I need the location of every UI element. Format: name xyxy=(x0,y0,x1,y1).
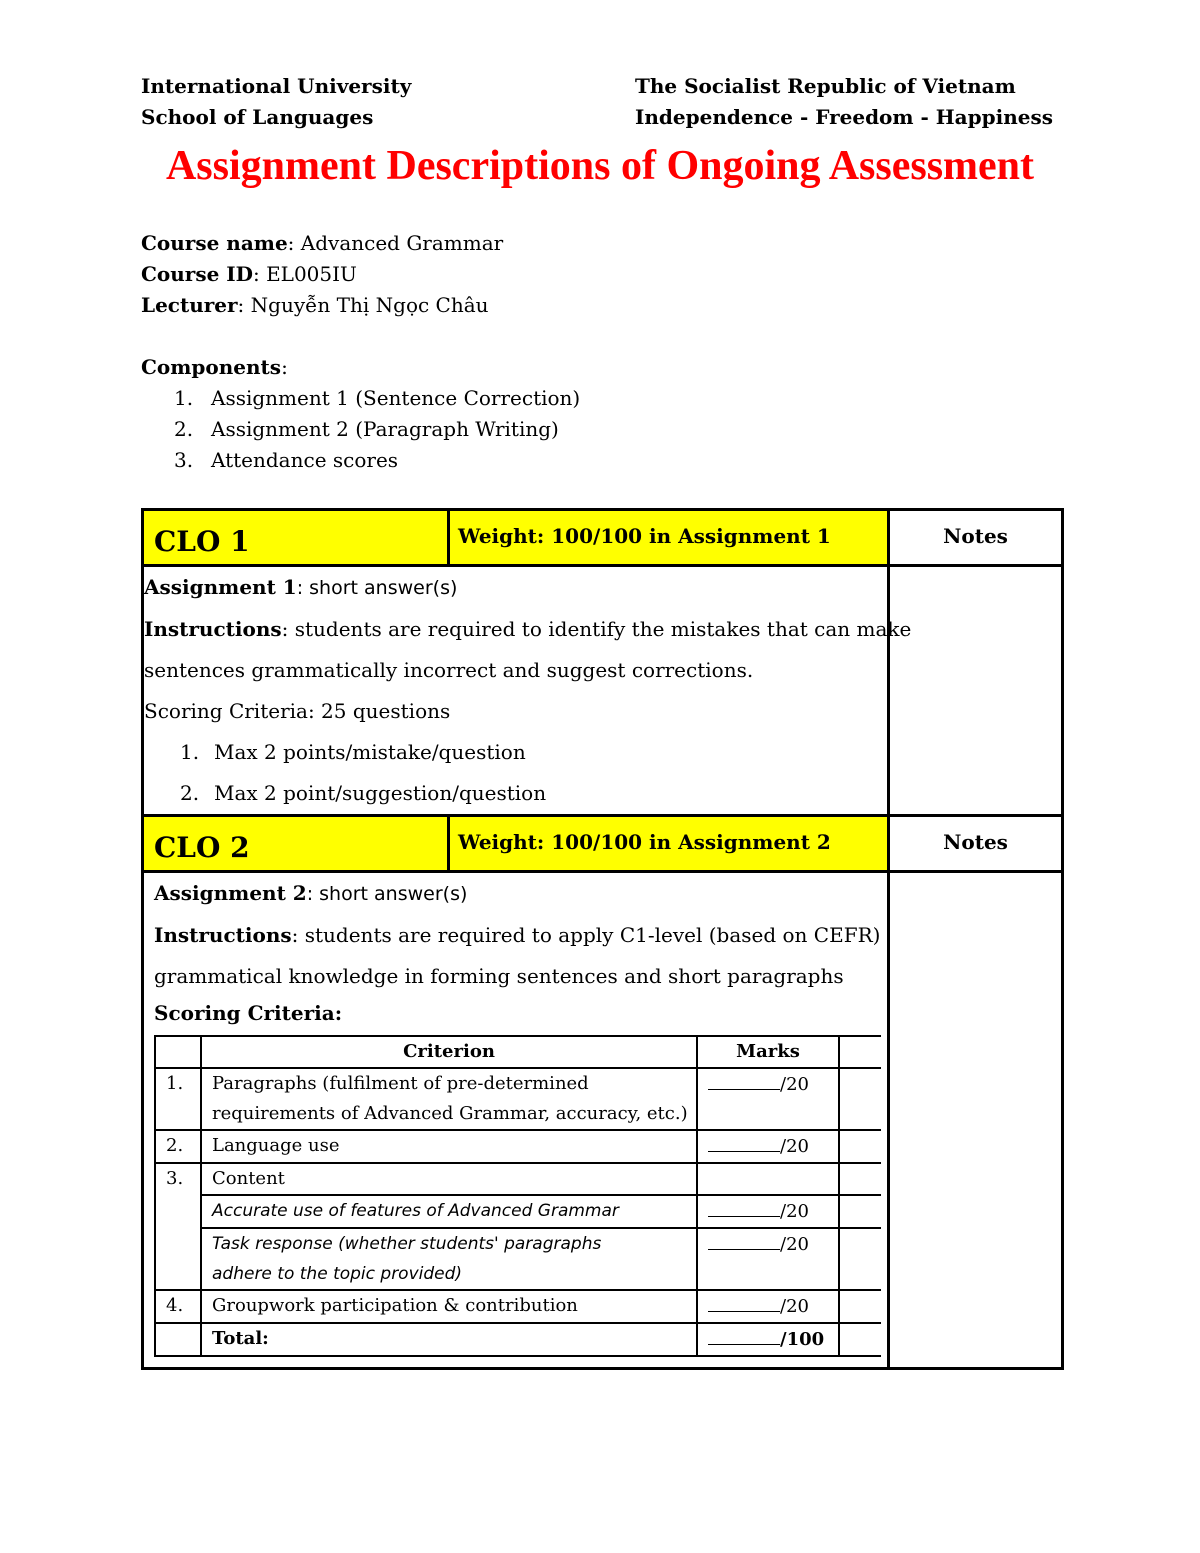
course-id-label: Course ID xyxy=(141,262,253,286)
marks-cell xyxy=(697,1068,839,1130)
table-cell xyxy=(155,1036,201,1068)
marks-cell xyxy=(697,1290,839,1323)
clo1-instructions-line1: : students are required to identify the mistakes that can make xyxy=(281,617,912,641)
table-cell xyxy=(839,1163,881,1195)
mark-value: /20 xyxy=(780,1234,809,1255)
clo1-body-row xyxy=(143,566,1063,816)
table-row xyxy=(155,1195,881,1228)
list-item xyxy=(144,732,887,773)
clo2-weight-cell xyxy=(449,816,889,872)
mark-blank xyxy=(708,1196,780,1217)
clo2-instructions-label: Instructions xyxy=(154,923,292,947)
list-number: 1. xyxy=(180,740,200,764)
table-row xyxy=(155,1323,881,1356)
mark-blank xyxy=(708,1229,780,1250)
table-cell xyxy=(839,1228,881,1290)
clo2-notes-cell xyxy=(889,816,1063,872)
criterion-cell: Content xyxy=(201,1163,697,1195)
country-name: The Socialist Republic of Vietnam xyxy=(635,74,1016,98)
header-right xyxy=(635,71,1053,133)
table-row xyxy=(155,1290,881,1323)
clo1-description xyxy=(143,566,912,816)
school-name: School of Languages xyxy=(141,105,374,129)
clo2-scoring-label: Scoring Criteria: xyxy=(154,1001,343,1025)
table-cell xyxy=(839,1290,881,1323)
components-colon: : xyxy=(281,355,288,379)
components-list xyxy=(174,383,580,476)
table-cell xyxy=(839,1130,881,1163)
table-cell xyxy=(839,1036,881,1068)
lecturer-value: : Nguyễn Thị Ngọc Châu xyxy=(237,293,489,317)
list-text: Assignment 2 (Paragraph Writing) xyxy=(211,417,559,441)
mark-value: /20 xyxy=(780,1201,809,1222)
clo2-header-row xyxy=(143,816,1063,872)
clo2-description xyxy=(143,872,889,1369)
marks-cell xyxy=(697,1163,839,1195)
clo2-notes-header: Notes xyxy=(943,830,1008,854)
table-row xyxy=(155,1228,881,1290)
table-cell xyxy=(155,1323,201,1356)
clo1-header-row xyxy=(143,510,1063,566)
criterion-cell: Groupwork participation & contribution xyxy=(201,1290,697,1323)
lecturer-label: Lecturer xyxy=(141,293,238,317)
list-text: Max 2 points/mistake/question xyxy=(214,740,526,764)
mark-value: /20 xyxy=(780,1136,809,1157)
marks-cell xyxy=(697,1195,839,1228)
criterion-cell xyxy=(201,1068,697,1130)
course-id-value: : EL005IU xyxy=(252,262,357,286)
row-number: 3. xyxy=(155,1163,201,1290)
row-number: 4. xyxy=(155,1290,201,1323)
clo1-title-cell xyxy=(143,510,449,566)
table-row xyxy=(155,1036,881,1068)
table-cell xyxy=(839,1195,881,1228)
mark-blank xyxy=(708,1069,780,1090)
scoring-table xyxy=(154,1035,881,1357)
criterion-line: requirements of Advanced Grammar, accuracy, etc.) xyxy=(212,1103,688,1124)
clo2-notes-body xyxy=(889,872,1063,1369)
clo1-assignment-label: Assignment 1 xyxy=(144,575,297,599)
clo1-instructions-label: Instructions xyxy=(144,617,282,641)
table-row xyxy=(155,1068,881,1130)
course-name-label: Course name xyxy=(141,231,288,255)
criterion-cell: Language use xyxy=(201,1130,697,1163)
clo1-scoring: Scoring Criteria: 25 questions xyxy=(144,699,451,723)
mark-value: /20 xyxy=(780,1296,809,1317)
criterion-cell xyxy=(201,1228,697,1290)
criterion-line: Paragraphs (fulfilment of pre-determined xyxy=(212,1073,589,1094)
clo2-instructions-line1: : students are required to apply C1-level (based on CEFR) xyxy=(291,923,881,947)
row-number: 2. xyxy=(155,1130,201,1163)
list-item xyxy=(174,445,580,476)
marks-header: Marks xyxy=(697,1036,839,1068)
clo2-assignment-value: : short answer(s) xyxy=(306,883,468,905)
total-cell xyxy=(697,1323,839,1356)
clo1-notes-header: Notes xyxy=(943,524,1008,548)
list-number: 2. xyxy=(174,417,194,441)
components-label: Components xyxy=(141,355,282,379)
marks-cell xyxy=(697,1228,839,1290)
list-text: Attendance scores xyxy=(211,448,399,472)
clo1-instructions-line2: sentences grammatically incorrect and suggest corrections. xyxy=(144,658,754,682)
components-heading xyxy=(141,352,288,383)
marks-cell xyxy=(697,1130,839,1163)
list-number: 3. xyxy=(174,448,194,472)
mark-blank xyxy=(708,1291,780,1312)
course-info xyxy=(141,228,503,321)
list-number: 2. xyxy=(180,781,200,805)
criterion-header: Criterion xyxy=(201,1036,697,1068)
table-row xyxy=(155,1130,881,1163)
university-name: International University xyxy=(141,74,412,98)
clo2-title: CLO 2 xyxy=(154,831,250,864)
criterion-line: Task response (whether students' paragraphs xyxy=(212,1234,602,1254)
clo2-instructions-line2: grammatical knowledge in forming sentences and short paragraphs xyxy=(154,964,844,988)
clo2-title-cell xyxy=(143,816,449,872)
list-item xyxy=(174,414,580,445)
clo2-assignment-label: Assignment 2 xyxy=(154,881,307,905)
table-row xyxy=(155,1163,881,1195)
row-number: 1. xyxy=(155,1068,201,1130)
clo1-weight-cell xyxy=(449,510,889,566)
clo2-body-row xyxy=(143,872,1063,1369)
mark-value: /20 xyxy=(780,1074,809,1095)
clo1-assignment-value: : short answer(s) xyxy=(296,577,458,599)
list-number: 1. xyxy=(174,386,194,410)
total-label: Total: xyxy=(201,1323,697,1356)
country-motto: Independence - Freedom - Happiness xyxy=(635,105,1053,129)
header-left xyxy=(141,71,411,133)
clo1-title: CLO 1 xyxy=(154,525,250,558)
total-value: /100 xyxy=(780,1329,825,1350)
document-title: Assignment Descriptions of Ongoing Assessment xyxy=(165,143,1035,189)
clo-table xyxy=(141,508,1064,1370)
clo2-weight: Weight: 100/100 in Assignment 2 xyxy=(458,830,831,854)
list-item xyxy=(174,383,580,414)
criterion-cell: Accurate use of features of Advanced Grammar xyxy=(201,1195,697,1228)
table-cell xyxy=(839,1068,881,1130)
mark-blank xyxy=(708,1324,780,1345)
mark-blank xyxy=(708,1131,780,1152)
list-item xyxy=(144,773,887,814)
clo1-notes-body xyxy=(889,566,1063,816)
clo1-notes-cell xyxy=(889,510,1063,566)
list-text: Max 2 point/suggestion/question xyxy=(214,781,547,805)
criterion-line: adhere to the topic provided) xyxy=(212,1264,463,1284)
course-name-value: : Advanced Grammar xyxy=(287,231,504,255)
table-cell xyxy=(839,1323,881,1356)
list-text: Assignment 1 (Sentence Correction) xyxy=(211,386,581,410)
clo1-weight: Weight: 100/100 in Assignment 1 xyxy=(458,524,831,548)
